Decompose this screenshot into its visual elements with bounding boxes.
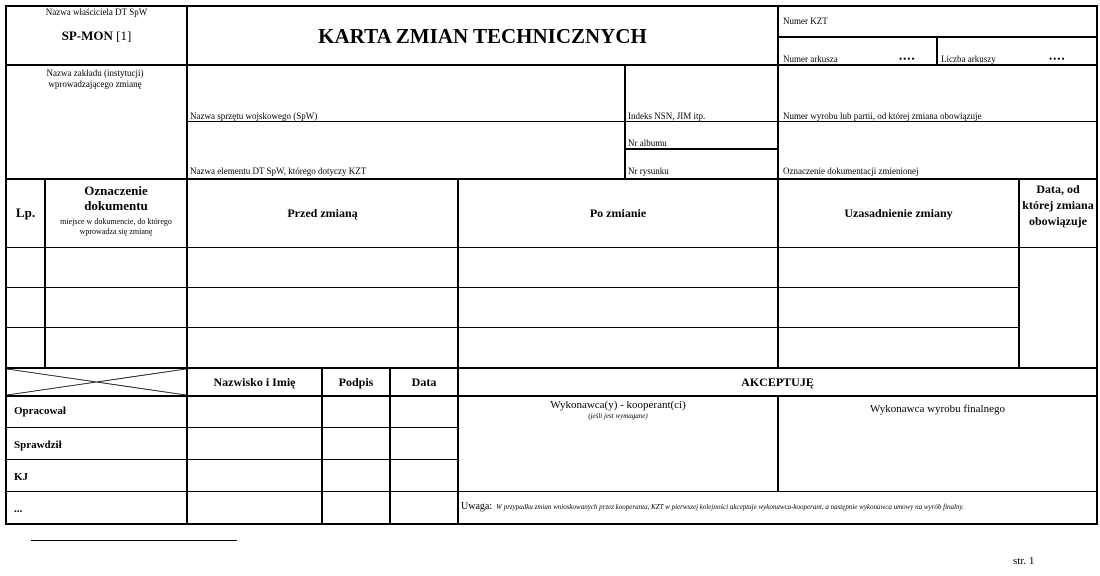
doc-mark-subheader: miejsce w dokumencie, do którego wprowadza się zmianę <box>60 217 172 236</box>
after-change-header: Po zmianie <box>589 206 647 220</box>
kj-label: KJ <box>14 471 29 483</box>
contractor-label: Wykonawca(y) - kooperant(ci) <box>550 399 686 411</box>
page-number: str. 1 <box>1013 555 1035 567</box>
nsn-index-label: Indeks NSN, JIM itp. <box>628 111 706 121</box>
owner-code-bold: SP-MON <box>61 28 113 43</box>
owner-code <box>7 28 186 43</box>
accept-header: AKCEPTUJĘ <box>741 375 814 389</box>
owner-code-ref: [1] <box>112 28 132 43</box>
product-number-label: Numer wyrobu lub partii, od której zmiana obowiązuje <box>783 111 982 121</box>
equipment-name-label: Nazwa sprzętu wojskowego (SpW) <box>190 111 318 121</box>
empty-cell-cross <box>7 369 186 395</box>
sheet-count-value: •••• <box>1049 54 1066 64</box>
acceptance-note <box>461 496 1094 514</box>
lp-header: Lp. <box>15 205 36 220</box>
contractor-note: (jeśli jest wymagane) <box>588 412 648 420</box>
sheet-number-label: Numer arkusza <box>783 54 838 64</box>
checked-by-label: Sprawdził <box>14 439 62 451</box>
justification-header: Uzasadnienie zmiany <box>844 206 953 220</box>
sheet-count-label: Liczba arkuszy <box>941 54 996 64</box>
element-name-label: Nazwa elementu DT SpW, którego dotyczy KZT <box>190 166 367 176</box>
drawing-number-label: Nr rysunku <box>628 166 669 176</box>
final-contractor-label: Wykonawca wyrobu finalnego <box>870 403 1005 415</box>
note-label: Uwaga: <box>461 501 493 512</box>
album-number-label: Nr albumu <box>628 138 667 148</box>
date-header: Data <box>411 375 437 389</box>
signature-header: Podpis <box>338 375 374 389</box>
note-text: W przypadku zmian wnioskowanych przez kooperanta, KZT w pierwszej kolejności akceptuje wykonawca-kooperant, a następnie wykonawca umowy na wyrób finalny. <box>496 503 964 511</box>
doc-mark-header: Oznaczenie dokumentu <box>84 183 148 213</box>
name-header: Nazwisko i Imię <box>213 375 296 389</box>
more-rows-label: ... <box>14 503 23 515</box>
sheet-number-value: •••• <box>899 54 916 64</box>
kzt-number-label: Numer KZT <box>783 16 828 26</box>
effective-date-header: Data, od której zmiana obowiązuje <box>1022 182 1094 228</box>
footnote-rule <box>31 540 237 541</box>
changed-docs-label: Oznaczenie dokumentacji zmienionej <box>783 166 919 176</box>
page-title: KARTA ZMIAN TECHNICZNYCH <box>318 24 647 48</box>
plant-label: Nazwa zakładu (instytucji) wprowadzającego zmianę <box>46 68 144 89</box>
prepared-by-label: Opracował <box>14 405 66 417</box>
owner-label: Nazwa właściciela DT SpW <box>45 7 148 17</box>
before-change-header: Przed zmianą <box>287 206 358 220</box>
